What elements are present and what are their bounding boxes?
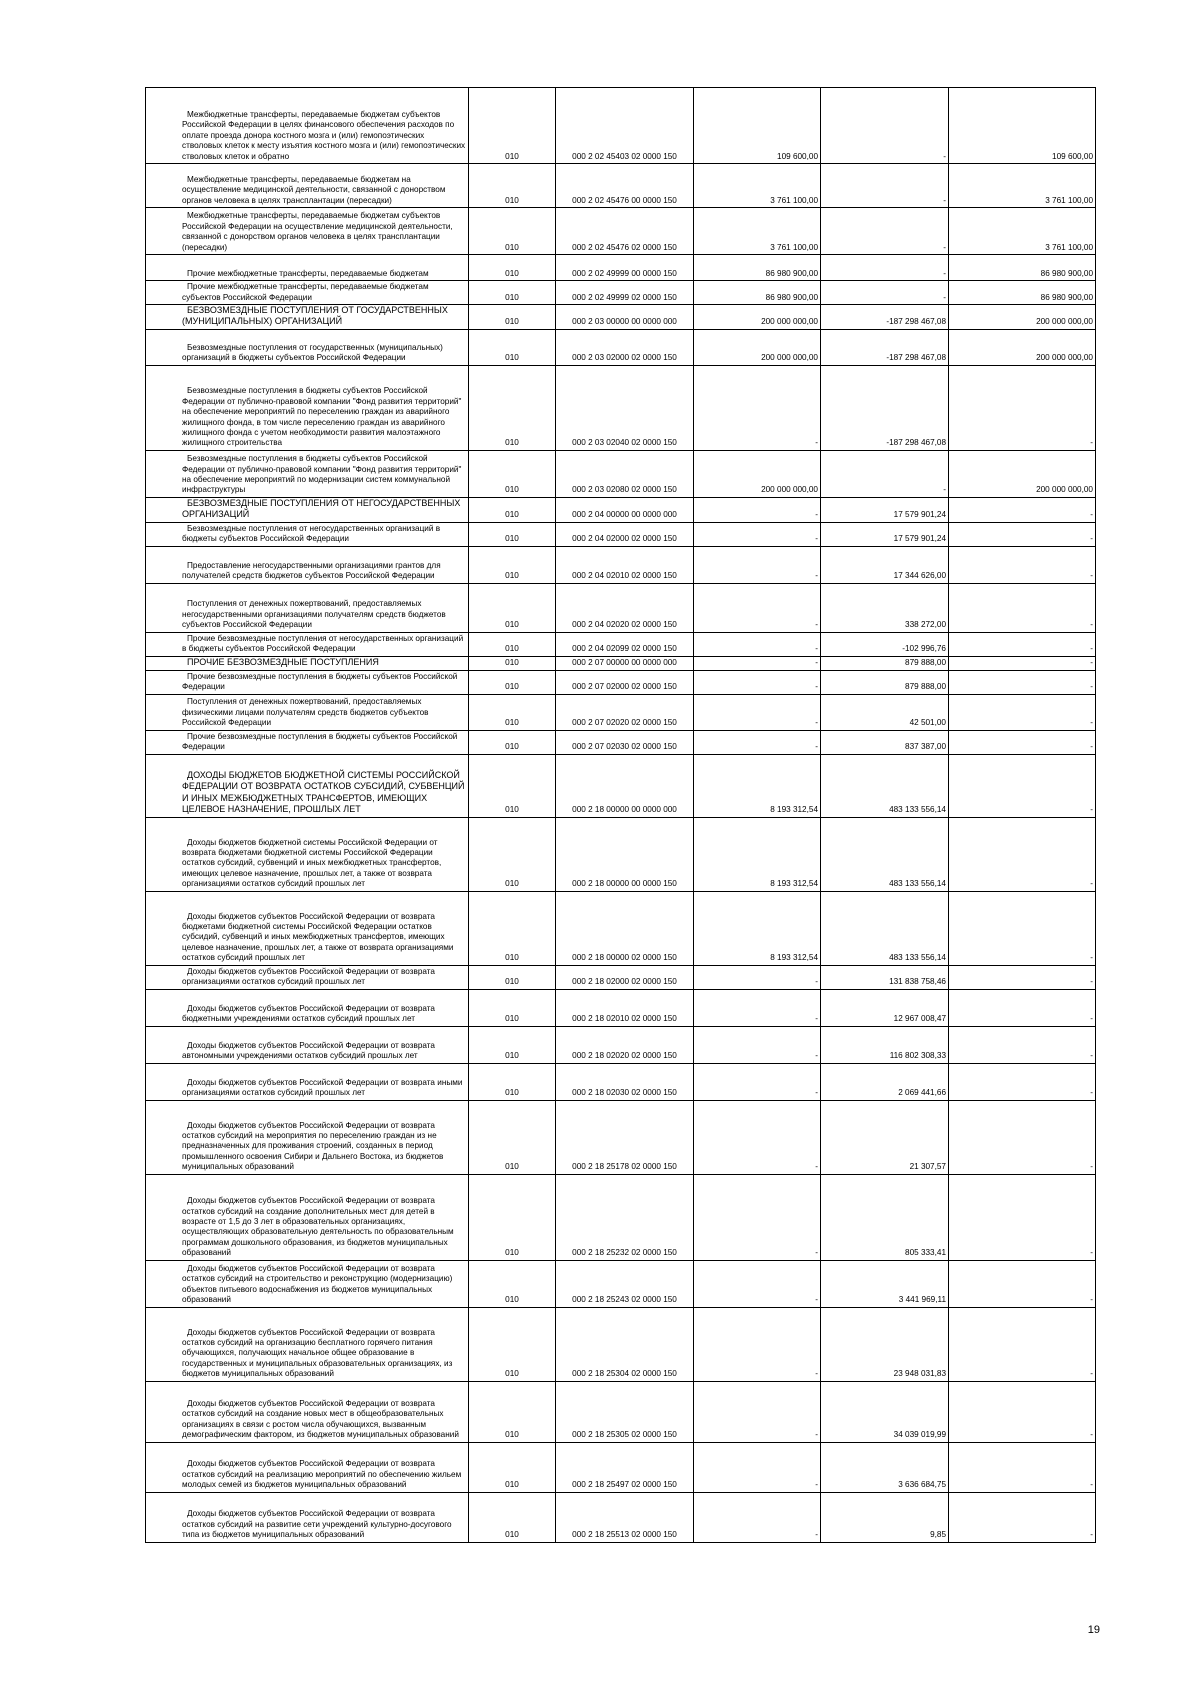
row-value2-cell: 483 133 556,14 <box>821 891 949 965</box>
row-value3-cell: - <box>949 1063 1096 1100</box>
row-code-cell: 010 <box>469 546 556 583</box>
row-value3-cell: - <box>949 522 1096 546</box>
table-row <box>146 1307 1096 1381</box>
row-name-cell: Доходы бюджетов субъектов Российской Федерации от возврата остатков субсидий на создание дополнительных мест для детей в возрасте от 1,5 до 3 лет в образовательных организациях, осуществляющих образовательную деятельность по образовательным программам дошкольного образования, из бюджетов муниципальных образований <box>146 1174 469 1260</box>
row-name-cell: Доходы бюджетов субъектов Российской Федерации от возврата остатков субсидий на развитие сети учреждений культурно-досугового типа из бюджетов муниципальных образований <box>146 1492 469 1542</box>
row-value2-cell: 879 888,00 <box>821 656 949 670</box>
row-value2-cell: 17 579 901,24 <box>821 522 949 546</box>
row-value3-cell: - <box>949 365 1096 450</box>
row-value2-cell: - <box>821 208 949 255</box>
row-value2-cell: 483 133 556,14 <box>821 754 949 817</box>
row-value1-cell: - <box>694 1063 821 1100</box>
table-row <box>146 88 1096 164</box>
row-value1-cell: - <box>694 1174 821 1260</box>
row-kbk-cell: 000 2 18 00000 00 0000 150 <box>556 817 694 891</box>
row-value3-cell: 3 761 100,00 <box>949 164 1096 208</box>
row-code-cell: 010 <box>469 1381 556 1442</box>
row-name-cell: Предоставление негосударственными организациями грантов для получателей средств бюджетов субъектов Российской Федерации <box>146 546 469 583</box>
row-value2-cell: - <box>821 164 949 208</box>
table-row <box>146 450 1096 497</box>
table-row <box>146 1063 1096 1100</box>
row-value1-cell: 86 980 900,00 <box>694 281 821 305</box>
row-value3-cell: - <box>949 965 1096 989</box>
row-kbk-cell: 000 2 02 45476 02 0000 150 <box>556 208 694 255</box>
row-value2-cell: - <box>821 255 949 281</box>
row-kbk-cell: 000 2 18 02030 02 0000 150 <box>556 1063 694 1100</box>
row-value1-cell: - <box>694 365 821 450</box>
row-value1-cell: - <box>694 730 821 754</box>
row-code-cell: 010 <box>469 522 556 546</box>
row-value2-cell: - <box>821 281 949 305</box>
row-value1-cell: 8 193 312,54 <box>694 891 821 965</box>
row-value3-cell: 86 980 900,00 <box>949 281 1096 305</box>
row-code-cell: 010 <box>469 1442 556 1492</box>
table-row <box>146 255 1096 281</box>
row-value1-cell: - <box>694 546 821 583</box>
row-code-cell: 010 <box>469 164 556 208</box>
row-value1-cell: - <box>694 965 821 989</box>
row-value3-cell: 3 761 100,00 <box>949 208 1096 255</box>
table-row <box>146 208 1096 255</box>
row-value1-cell: - <box>694 1381 821 1442</box>
row-value1-cell: - <box>694 1492 821 1542</box>
table-row <box>146 694 1096 730</box>
row-code-cell: 010 <box>469 1492 556 1542</box>
row-value1-cell: 8 193 312,54 <box>694 754 821 817</box>
row-value2-cell: 837 387,00 <box>821 730 949 754</box>
row-name-cell: Доходы бюджетов субъектов Российской Федерации от возврата автономными учреждениями остатков субсидий прошлых лет <box>146 1026 469 1063</box>
row-value1-cell: - <box>694 1442 821 1492</box>
row-code-cell: 010 <box>469 632 556 656</box>
row-value3-cell: 109 600,00 <box>949 88 1096 164</box>
table-row <box>146 730 1096 754</box>
table-row <box>146 1026 1096 1063</box>
row-value3-cell: - <box>949 670 1096 694</box>
row-name-cell: Доходы бюджетов субъектов Российской Федерации от возврата остатков субсидий на организацию бесплатного горячего питания обучающихся, получающих начальное общее образование в государственных и муниципальных образовательных организациях, из бюджетов муниципальных образований <box>146 1307 469 1381</box>
row-kbk-cell: 000 2 04 02000 02 0000 150 <box>556 522 694 546</box>
table-row <box>146 1492 1096 1542</box>
row-name-cell: Поступления от денежных пожертвований, предоставляемых физическими лицами получателям средств бюджетов субъектов Российской Федерации <box>146 694 469 730</box>
row-kbk-cell: 000 2 18 25305 02 0000 150 <box>556 1381 694 1442</box>
row-value2-cell: 23 948 031,83 <box>821 1307 949 1381</box>
row-value3-cell: - <box>949 583 1096 632</box>
row-value1-cell: 86 980 900,00 <box>694 255 821 281</box>
row-code-cell: 010 <box>469 1307 556 1381</box>
row-value1-cell: 200 000 000,00 <box>694 329 821 365</box>
row-value2-cell: 879 888,00 <box>821 670 949 694</box>
row-kbk-cell: 000 2 02 49999 02 0000 150 <box>556 281 694 305</box>
table-row <box>146 817 1096 891</box>
row-value1-cell: - <box>694 1260 821 1307</box>
row-value2-cell: -187 298 467,08 <box>821 305 949 330</box>
table-row <box>146 656 1096 670</box>
row-kbk-cell: 000 2 04 02020 02 0000 150 <box>556 583 694 632</box>
row-value1-cell: 3 761 100,00 <box>694 164 821 208</box>
row-name-cell: Поступления от денежных пожертвований, предоставляемых негосударственными организациями получателям средств бюджетов субъектов Российской Федерации <box>146 583 469 632</box>
row-kbk-cell: 000 2 02 49999 00 0000 150 <box>556 255 694 281</box>
row-name-cell: Межбюджетные трансферты, передаваемые бюджетам на осуществление медицинской деятельности, связанной с донорством органов человека в целях трансплантации (пересадки) <box>146 164 469 208</box>
row-value2-cell: 131 838 758,46 <box>821 965 949 989</box>
table-row <box>146 632 1096 656</box>
row-kbk-cell: 000 2 18 00000 02 0000 150 <box>556 891 694 965</box>
row-code-cell: 010 <box>469 730 556 754</box>
row-value3-cell: - <box>949 1100 1096 1174</box>
row-kbk-cell: 000 2 03 02000 02 0000 150 <box>556 329 694 365</box>
row-name-cell: ПРОЧИЕ БЕЗВОЗМЕЗДНЫЕ ПОСТУПЛЕНИЯ <box>146 656 469 670</box>
row-code-cell: 010 <box>469 989 556 1026</box>
row-value3-cell: - <box>949 817 1096 891</box>
row-code-cell: 010 <box>469 450 556 497</box>
row-value3-cell: 200 000 000,00 <box>949 450 1096 497</box>
row-value3-cell: - <box>949 546 1096 583</box>
row-code-cell: 010 <box>469 656 556 670</box>
row-value1-cell: - <box>694 1026 821 1063</box>
row-name-cell: Доходы бюджетов субъектов Российской Федерации от возврата остатков субсидий на мероприятия по переселению граждан из не предназначенных для проживания строений, созданных в период промышленного освоения Сибири и Дальнего Востока, из бюджетов муниципальных образований <box>146 1100 469 1174</box>
row-kbk-cell: 000 2 07 02020 02 0000 150 <box>556 694 694 730</box>
row-value1-cell: 200 000 000,00 <box>694 450 821 497</box>
row-value2-cell: 3 636 684,75 <box>821 1442 949 1492</box>
row-value2-cell: 805 333,41 <box>821 1174 949 1260</box>
row-kbk-cell: 000 2 18 02010 02 0000 150 <box>556 989 694 1026</box>
row-value3-cell: 200 000 000,00 <box>949 305 1096 330</box>
row-value2-cell: 17 344 626,00 <box>821 546 949 583</box>
row-value3-cell: - <box>949 1492 1096 1542</box>
table-row <box>146 754 1096 817</box>
row-value2-cell: -187 298 467,08 <box>821 329 949 365</box>
row-value1-cell: 109 600,00 <box>694 88 821 164</box>
table-row <box>146 670 1096 694</box>
row-value3-cell: - <box>949 1307 1096 1381</box>
table-row <box>146 1381 1096 1442</box>
row-name-cell: Доходы бюджетов субъектов Российской Федерации от возврата бюджетными учреждениями остатков субсидий прошлых лет <box>146 989 469 1026</box>
row-kbk-cell: 000 2 02 45476 00 0000 150 <box>556 164 694 208</box>
row-kbk-cell: 000 2 04 02010 02 0000 150 <box>556 546 694 583</box>
row-value1-cell: - <box>694 694 821 730</box>
row-value1-cell: 200 000 000,00 <box>694 305 821 330</box>
row-code-cell: 010 <box>469 365 556 450</box>
row-name-cell: БЕЗВОЗМЕЗДНЫЕ ПОСТУПЛЕНИЯ ОТ ГОСУДАРСТВЕННЫХ (МУНИЦИПАЛЬНЫХ) ОРГАНИЗАЦИЙ <box>146 305 469 330</box>
row-kbk-cell: 000 2 18 02000 02 0000 150 <box>556 965 694 989</box>
row-name-cell: Прочие безвозмездные поступления в бюджеты субъектов Российской Федерации <box>146 670 469 694</box>
row-value2-cell: 34 039 019,99 <box>821 1381 949 1442</box>
table-row <box>146 546 1096 583</box>
table-row <box>146 497 1096 522</box>
row-value1-cell: - <box>694 989 821 1026</box>
row-value2-cell: 17 579 901,24 <box>821 497 949 522</box>
row-value3-cell: 200 000 000,00 <box>949 329 1096 365</box>
row-value1-cell: - <box>694 497 821 522</box>
row-value2-cell: 21 307,57 <box>821 1100 949 1174</box>
budget-table <box>145 87 1096 1543</box>
row-value2-cell: 116 802 308,33 <box>821 1026 949 1063</box>
row-name-cell: Межбюджетные трансферты, передаваемые бюджетам субъектов Российской Федерации в целях финансового обеспечения расходов по оплате проезда донора костного мозга и (или) гемопоэтических стволовых клеток к месту изъятия костного мозга и (или) гемопоэтических стволовых клеток и обратно <box>146 88 469 164</box>
row-value3-cell: - <box>949 1381 1096 1442</box>
row-value2-cell: 9,85 <box>821 1492 949 1542</box>
row-value1-cell: - <box>694 522 821 546</box>
row-value1-cell: - <box>694 1100 821 1174</box>
row-code-cell: 010 <box>469 255 556 281</box>
table-row <box>146 989 1096 1026</box>
row-code-cell: 010 <box>469 305 556 330</box>
row-code-cell: 010 <box>469 670 556 694</box>
table-row <box>146 891 1096 965</box>
row-name-cell: Прочие межбюджетные трансферты, передаваемые бюджетам <box>146 255 469 281</box>
row-value1-cell: - <box>694 1307 821 1381</box>
row-code-cell: 010 <box>469 965 556 989</box>
row-kbk-cell: 000 2 03 02080 02 0000 150 <box>556 450 694 497</box>
table-row <box>146 1174 1096 1260</box>
row-name-cell: Безвозмездные поступления в бюджеты субъектов Российской Федерации от публично-правовой компании "Фонд развития территорий" на обеспечение мероприятий по переселению граждан из аварийного жилищного фонда, в том числе переселению граждан из аварийного жилищного фонда с учетом необходимости развития малоэтажного жилищного строительства <box>146 365 469 450</box>
row-name-cell: Доходы бюджетов субъектов Российской Федерации от возврата бюджетами бюджетной системы Российской Федерации остатков субсидий, субвенций и иных межбюджетных трансфертов, имеющих целевое назначение, прошлых лет, а также от возврата организациями остатков субсидий прошлых лет <box>146 891 469 965</box>
row-value1-cell: - <box>694 670 821 694</box>
row-value3-cell: - <box>949 497 1096 522</box>
row-name-cell: Прочие безвозмездные поступления от негосударственных организаций в бюджеты субъектов Российской Федерации <box>146 632 469 656</box>
row-value2-cell: 2 069 441,66 <box>821 1063 949 1100</box>
row-name-cell: БЕЗВОЗМЕЗДНЫЕ ПОСТУПЛЕНИЯ ОТ НЕГОСУДАРСТВЕННЫХ ОРГАНИЗАЦИЙ <box>146 497 469 522</box>
table-row <box>146 164 1096 208</box>
row-value2-cell: - <box>821 450 949 497</box>
row-kbk-cell: 000 2 18 25304 02 0000 150 <box>556 1307 694 1381</box>
row-name-cell: Безвозмездные поступления от негосударственных организаций в бюджеты субъектов Российской Федерации <box>146 522 469 546</box>
row-value3-cell: - <box>949 656 1096 670</box>
row-value2-cell: - <box>821 88 949 164</box>
row-name-cell: ДОХОДЫ БЮДЖЕТОВ БЮДЖЕТНОЙ СИСТЕМЫ РОССИЙСКОЙ ФЕДЕРАЦИИ ОТ ВОЗВРАТА ОСТАТКОВ СУБСИДИЙ, СУБВЕНЦИЙ И ИНЫХ МЕЖБЮДЖЕТНЫХ ТРАНСФЕРТОВ, ИМЕЮЩИХ ЦЕЛЕВОЕ НАЗНАЧЕНИЕ, ПРОШЛЫХ ЛЕТ <box>146 754 469 817</box>
row-value2-cell: 338 272,00 <box>821 583 949 632</box>
row-kbk-cell: 000 2 18 02020 02 0000 150 <box>556 1026 694 1063</box>
row-value3-cell: - <box>949 891 1096 965</box>
row-value1-cell: - <box>694 656 821 670</box>
row-code-cell: 010 <box>469 583 556 632</box>
row-kbk-cell: 000 2 04 00000 00 0000 000 <box>556 497 694 522</box>
row-code-cell: 010 <box>469 281 556 305</box>
row-code-cell: 010 <box>469 1260 556 1307</box>
row-value3-cell: - <box>949 632 1096 656</box>
row-name-cell: Доходы бюджетов субъектов Российской Федерации от возврата иными организациями остатков субсидий прошлых лет <box>146 1063 469 1100</box>
row-kbk-cell: 000 2 18 25232 02 0000 150 <box>556 1174 694 1260</box>
row-code-cell: 010 <box>469 88 556 164</box>
table-row <box>146 305 1096 330</box>
row-code-cell: 010 <box>469 694 556 730</box>
row-name-cell: Безвозмездные поступления в бюджеты субъектов Российской Федерации от публично-правовой компании "Фонд развития территорий" на обеспечение мероприятий по модернизации систем коммунальной инфраструктуры <box>146 450 469 497</box>
row-value3-cell: - <box>949 1174 1096 1260</box>
table-row <box>146 522 1096 546</box>
row-code-cell: 010 <box>469 891 556 965</box>
row-code-cell: 010 <box>469 1026 556 1063</box>
row-name-cell: Прочие межбюджетные трансферты, передаваемые бюджетам субъектов Российской Федерации <box>146 281 469 305</box>
row-value1-cell: 8 193 312,54 <box>694 817 821 891</box>
row-kbk-cell: 000 2 04 02099 02 0000 150 <box>556 632 694 656</box>
row-name-cell: Доходы бюджетов субъектов Российской Федерации от возврата организациями остатков субсидий прошлых лет <box>146 965 469 989</box>
row-value3-cell: - <box>949 1260 1096 1307</box>
row-kbk-cell: 000 2 07 02030 02 0000 150 <box>556 730 694 754</box>
row-name-cell: Доходы бюджетов субъектов Российской Федерации от возврата остатков субсидий на создание новых мест в общеобразовательных организациях в связи с ростом числа обучающихся, вызванным демографическим фактором, из бюджетов муниципальных образований <box>146 1381 469 1442</box>
row-value1-cell: - <box>694 583 821 632</box>
row-value2-cell: 12 967 008,47 <box>821 989 949 1026</box>
row-code-cell: 010 <box>469 754 556 817</box>
page-number: 19 <box>1087 1624 1100 1636</box>
row-name-cell: Безвозмездные поступления от государственных (муниципальных) организаций в бюджеты субъектов Российской Федерации <box>146 329 469 365</box>
table-row <box>146 1100 1096 1174</box>
row-name-cell: Доходы бюджетов субъектов Российской Федерации от возврата остатков субсидий на реализацию мероприятий по обеспечению жильем молодых семей из бюджетов муниципальных образований <box>146 1442 469 1492</box>
row-code-cell: 010 <box>469 1174 556 1260</box>
row-value3-cell: - <box>949 730 1096 754</box>
row-value2-cell: -102 996,76 <box>821 632 949 656</box>
table-row <box>146 1260 1096 1307</box>
row-value3-cell: - <box>949 989 1096 1026</box>
row-kbk-cell: 000 2 18 25513 02 0000 150 <box>556 1492 694 1542</box>
row-kbk-cell: 000 2 07 00000 00 0000 000 <box>556 656 694 670</box>
table-body <box>146 88 1096 1543</box>
table-row <box>146 365 1096 450</box>
row-value3-cell: - <box>949 694 1096 730</box>
row-name-cell: Прочие безвозмездные поступления в бюджеты субъектов Российской Федерации <box>146 730 469 754</box>
row-code-cell: 010 <box>469 329 556 365</box>
row-value2-cell: 42 501,00 <box>821 694 949 730</box>
row-value2-cell: -187 298 467,08 <box>821 365 949 450</box>
row-name-cell: Межбюджетные трансферты, передаваемые бюджетам субъектов Российской Федерации на осуществление медицинской деятельности, связанной с донорством органов человека в целях трансплантации (пересадки) <box>146 208 469 255</box>
row-code-cell: 010 <box>469 1063 556 1100</box>
table-row <box>146 281 1096 305</box>
row-name-cell: Доходы бюджетов бюджетной системы Российской Федерации от возврата бюджетами бюджетной системы Российской Федерации остатков субсидий, субвенций и иных межбюджетных трансфертов, имеющих целевое назначение, прошлых лет, а также от возврата организациями остатков субсидий прошлых лет <box>146 817 469 891</box>
row-code-cell: 010 <box>469 497 556 522</box>
table-row <box>146 329 1096 365</box>
row-kbk-cell: 000 2 18 25178 02 0000 150 <box>556 1100 694 1174</box>
row-value2-cell: 483 133 556,14 <box>821 817 949 891</box>
row-kbk-cell: 000 2 18 00000 00 0000 000 <box>556 754 694 817</box>
row-value2-cell: 3 441 969,11 <box>821 1260 949 1307</box>
row-kbk-cell: 000 2 18 25243 02 0000 150 <box>556 1260 694 1307</box>
table-row <box>146 583 1096 632</box>
row-value3-cell: - <box>949 1026 1096 1063</box>
row-value1-cell: 3 761 100,00 <box>694 208 821 255</box>
row-kbk-cell: 000 2 18 25497 02 0000 150 <box>556 1442 694 1492</box>
table-row <box>146 1442 1096 1492</box>
row-value3-cell: 86 980 900,00 <box>949 255 1096 281</box>
row-value1-cell: - <box>694 632 821 656</box>
table-row <box>146 965 1096 989</box>
row-code-cell: 010 <box>469 208 556 255</box>
row-code-cell: 010 <box>469 1100 556 1174</box>
row-code-cell: 010 <box>469 817 556 891</box>
row-name-cell: Доходы бюджетов субъектов Российской Федерации от возврата остатков субсидий на строительство и реконструкцию (модернизацию) объектов питьевого водоснабжения из бюджетов муниципальных образований <box>146 1260 469 1307</box>
row-kbk-cell: 000 2 02 45403 02 0000 150 <box>556 88 694 164</box>
row-kbk-cell: 000 2 03 00000 00 0000 000 <box>556 305 694 330</box>
row-value3-cell: - <box>949 1442 1096 1492</box>
row-value3-cell: - <box>949 754 1096 817</box>
row-kbk-cell: 000 2 03 02040 02 0000 150 <box>556 365 694 450</box>
row-kbk-cell: 000 2 07 02000 02 0000 150 <box>556 670 694 694</box>
